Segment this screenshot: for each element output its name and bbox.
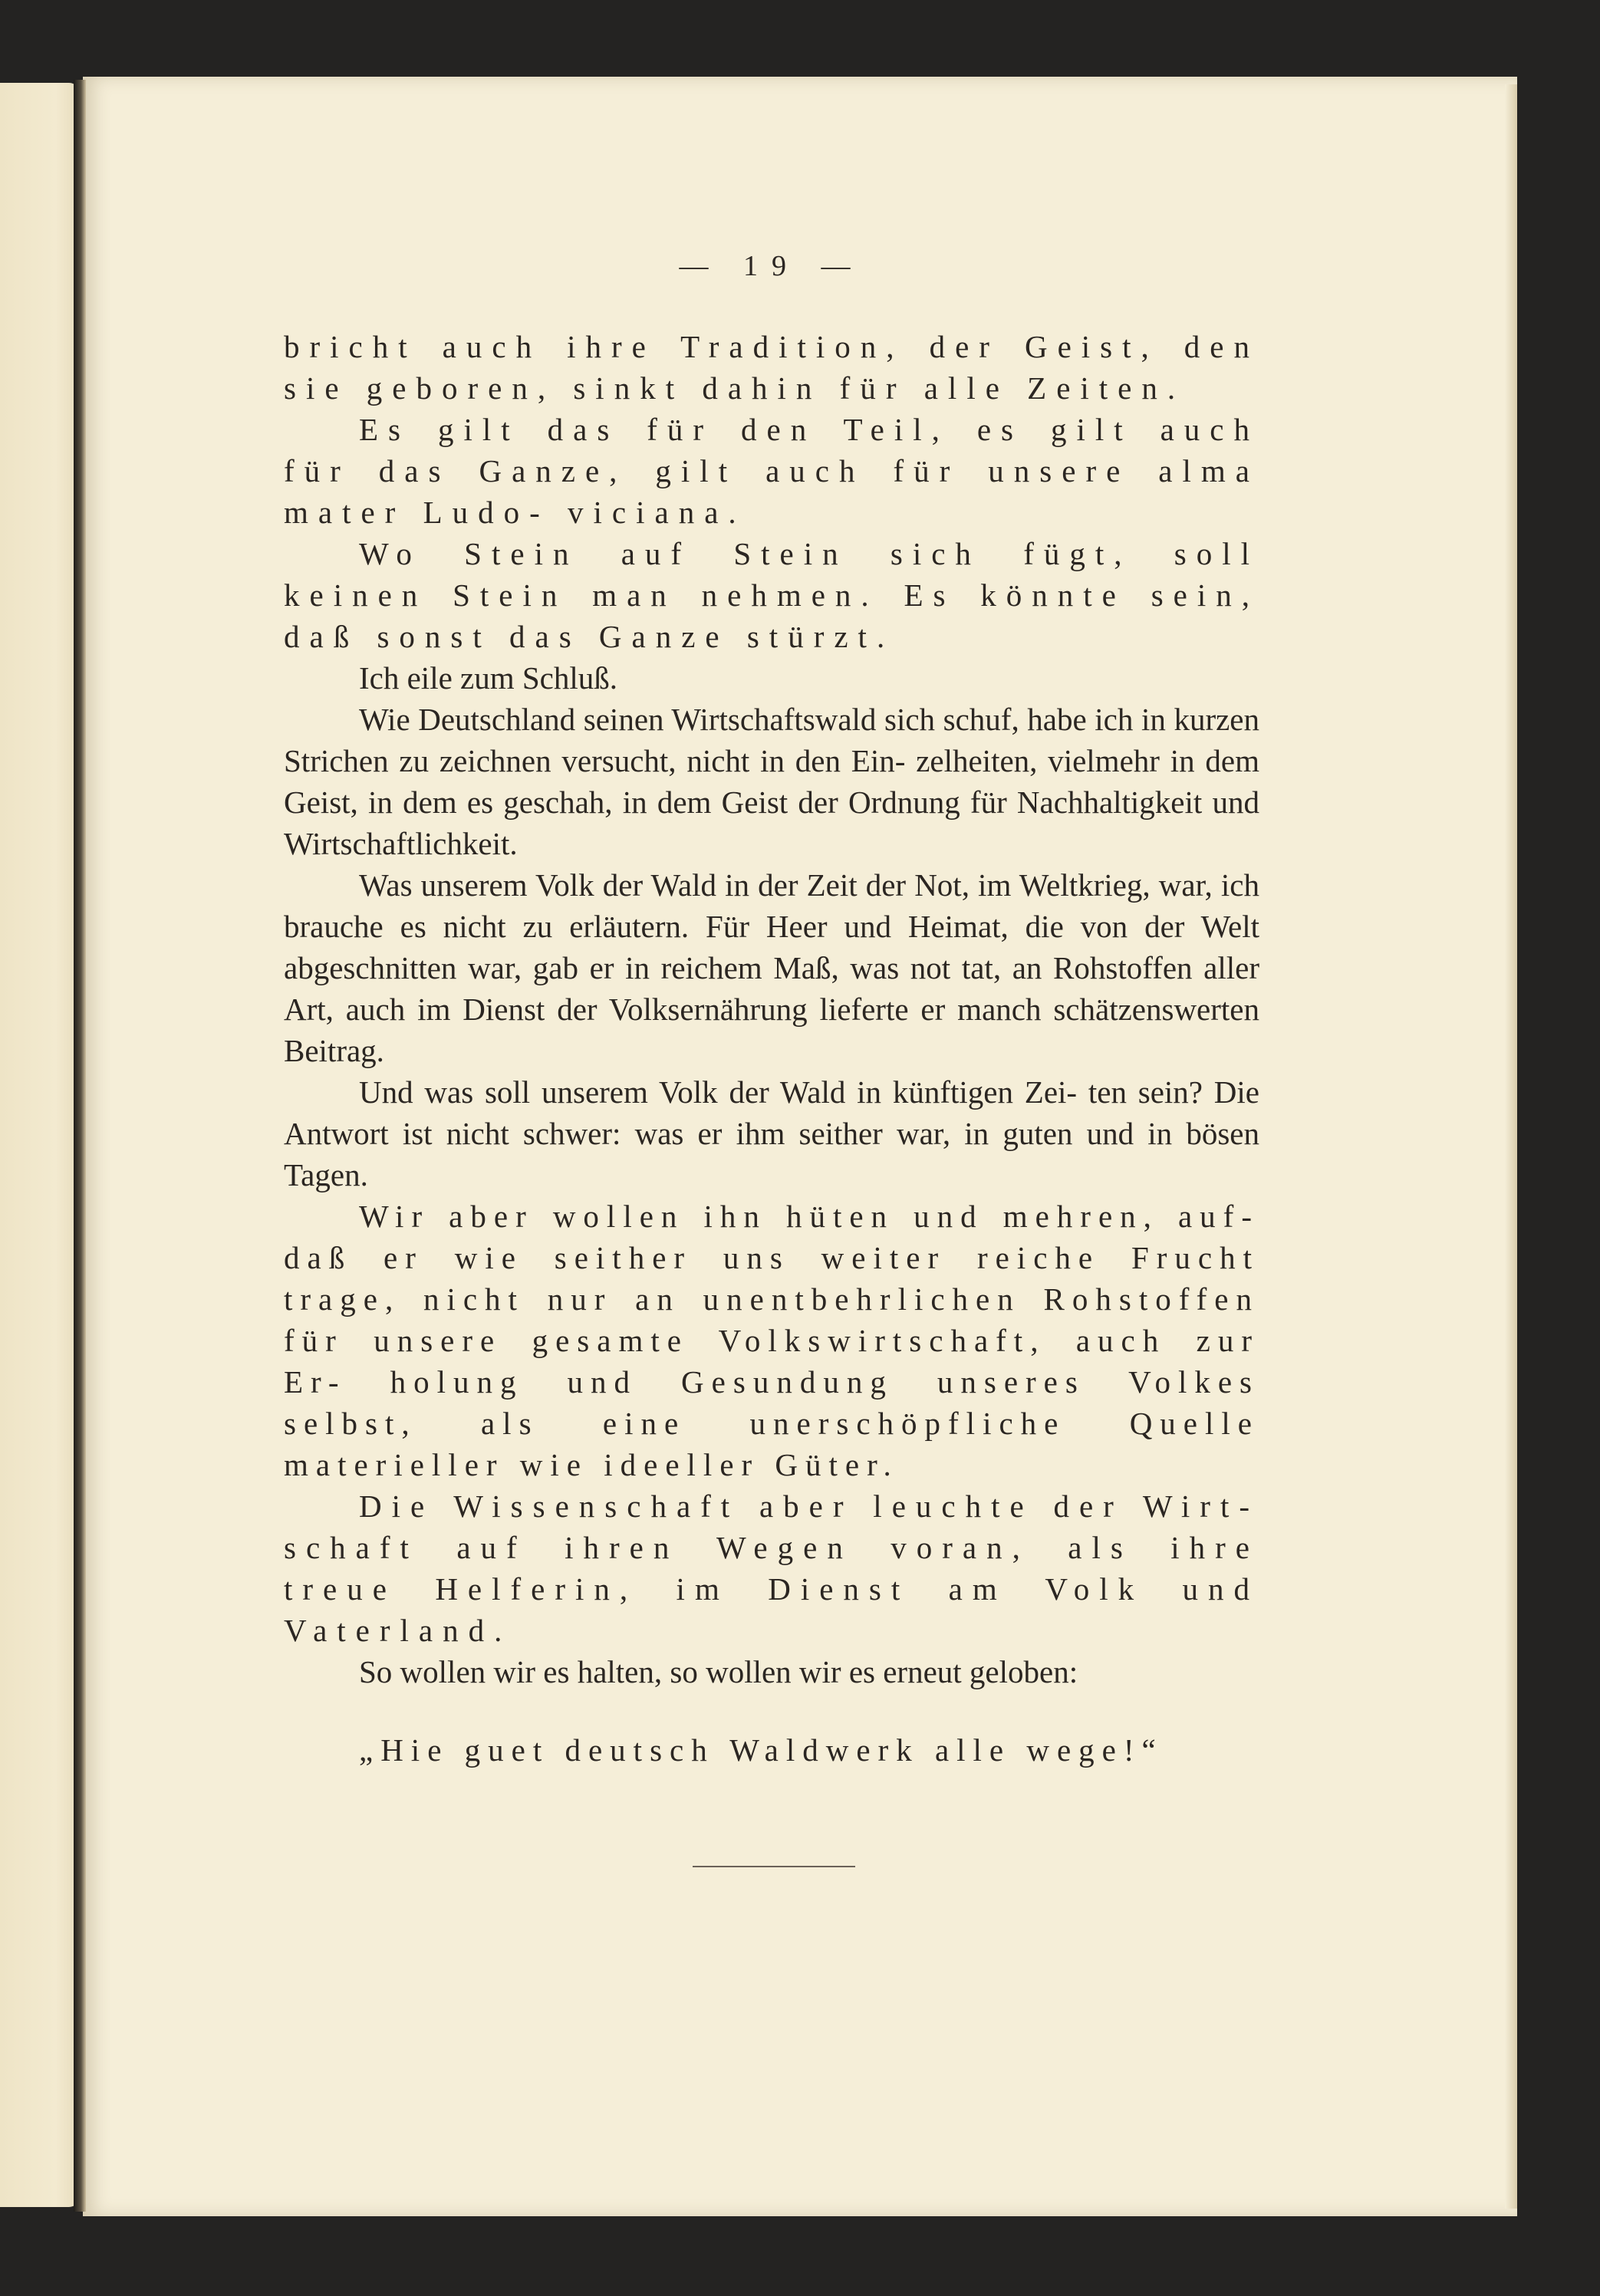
paragraph: Es gilt das für den Teil, es gilt auch für das Ganze, gilt auch für unsere alma mater Ludo- viciana. — [284, 412, 1259, 530]
paragraph: Wo Stein auf Stein sich fügt, soll keinen Stein man nehmen. Es könnte sein, daß sonst das Ganze stürzt. — [284, 536, 1259, 654]
end-rule — [693, 1866, 855, 1867]
left-page-edge — [0, 83, 80, 2207]
book-gutter — [74, 80, 86, 2212]
paragraph: bricht auch ihre Tradition, der Geist, den sie geboren, sinkt dahin für alle Zeiten. — [284, 329, 1259, 406]
closing-motto: „Hie guet deutsch Waldwerk alle wege!“ — [359, 1732, 1164, 1768]
paragraph: Wie Deutschland seinen Wirtschaftswald sich schuf, habe ich in kurzen Strichen zu zeichnen versucht, nicht in den Ein- zelheiten, vielmehr in dem Geist, in dem es geschah, in dem Geist der Ordnung für Nachhaltigkeit und Wirtschaftlichkeit. — [284, 702, 1259, 861]
page-number: — 19 — — [679, 250, 864, 282]
paragraph: So wollen wir es halten, so wollen wir es erneut geloben: — [359, 1654, 1078, 1689]
paragraph: Was unserem Volk der Wald in der Zeit der Not, im Weltkrieg, war, ich brauche es nicht zu erläutern. Für Heer und Heimat, die von der Welt abgeschnitten war, gab er in reichem Maß, was not tat, an Rohstoffen aller Art, auch im Dienst der Volksernährung lieferte er manch schätzenswerten Beitrag. — [284, 867, 1259, 1068]
page-outer-edge — [1505, 84, 1517, 2209]
paragraph: Wir aber wollen ihn hüten und mehren, auf- daß er wie seither uns weiter reiche Frucht trage, nicht nur an unentbehrlichen Rohstoffen für unsere gesamte Volkswirtschaft, auch zur Er- holung und Gesundung unseres Volkes selbst, als eine unerschöpfliche Quelle materieller wie ideeller Güter. — [284, 1199, 1259, 1482]
paragraph: Und was soll unserem Volk der Wald in künftigen Zei- ten sein? Die Antwort ist nicht schwer: was er ihm seither war, in guten und in bösen Tagen. — [284, 1074, 1259, 1192]
page-text — [284, 250, 1259, 1771]
paragraph: Ich eile zum Schluß. — [359, 660, 618, 696]
paragraph: Die Wissenschaft aber leuchte der Wirt- schaft auf ihren Wegen voran, als ihre treue Helferin, im Dienst am Volk und Vaterland. — [284, 1488, 1259, 1648]
